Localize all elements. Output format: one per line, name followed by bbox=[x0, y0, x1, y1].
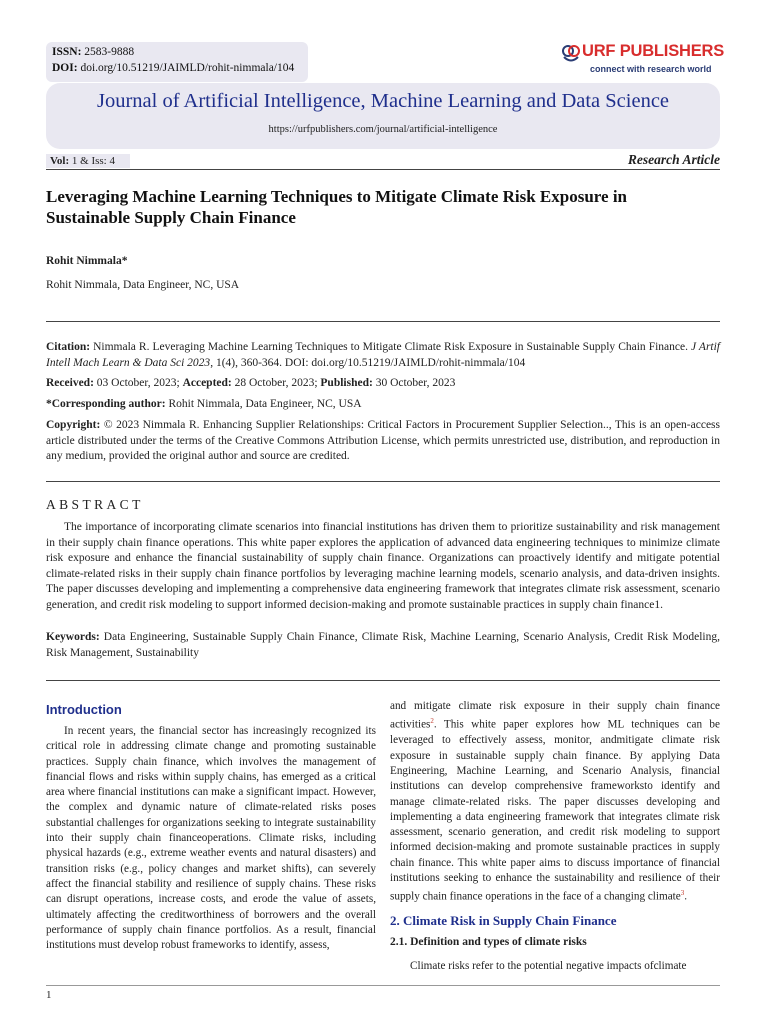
citation-journal: J Artif Intell Mach Learn & Data Sci 2023 bbox=[46, 341, 721, 369]
citation-rest: , 1(4), 360-364. DOI: doi.org/10.51219/JAIMLD/rohit-nimmala/104 bbox=[210, 356, 526, 369]
copyright-label: Copyright: bbox=[46, 419, 101, 431]
accepted-value: 28 October, 2023; bbox=[231, 377, 321, 389]
paper-title bbox=[46, 186, 726, 228]
vol-label: Vol: bbox=[50, 155, 70, 167]
right-text-a: and mitigate climate risk exposure in their supply chain finance activities bbox=[390, 700, 720, 732]
doi-line bbox=[52, 62, 294, 74]
journal-url[interactable]: https://urfpublishers.com/journal/artificial-intelligence bbox=[268, 124, 498, 135]
body-divider bbox=[46, 680, 720, 681]
right-column-paragraph bbox=[390, 699, 720, 905]
corresponding-value: Rohit Nimmala, Data Engineer, NC, USA bbox=[165, 398, 362, 410]
publisher-tagline: connect with research world bbox=[590, 64, 712, 74]
corresponding-label: *Corresponding author: bbox=[46, 398, 166, 410]
right-column-text bbox=[390, 699, 720, 905]
page-number: 1 bbox=[46, 989, 52, 1001]
dates bbox=[46, 376, 720, 392]
citation bbox=[46, 340, 720, 371]
meta-divider-top bbox=[46, 321, 720, 322]
published-label: Published: bbox=[320, 377, 373, 389]
keywords bbox=[46, 630, 720, 661]
section-2-1-heading: 2.1. Definition and types of climate risks bbox=[390, 936, 587, 948]
author-affiliation: Rohit Nimmala, Data Engineer, NC, USA bbox=[46, 279, 240, 291]
keywords-label: Keywords: bbox=[46, 631, 100, 643]
accepted-label: Accepted: bbox=[182, 377, 232, 389]
abstract-divider-top bbox=[46, 481, 720, 482]
volume-issue bbox=[46, 154, 130, 168]
vol-value: 1 & Iss: 4 bbox=[71, 155, 115, 167]
section-2-heading: 2. Climate Risk in Supply Chain Finance bbox=[390, 913, 617, 928]
author-name: Rohit Nimmala* bbox=[46, 255, 128, 267]
issn-line bbox=[52, 46, 134, 58]
copyright bbox=[46, 418, 720, 465]
doi-value[interactable]: doi.org/10.51219/JAIMLD/rohit-nimmala/104 bbox=[80, 62, 295, 74]
abstract-text: The importance of incorporating climate scenarios into financial institutions has driven them to prioritize sustainability and risk management in their supply chain finance operations. This white paper explores the application of advanced data engineering techniques to minimize climate risk exposure and enhance the financial sustainability of supply chain finance. Organizations can proactively identify and mitigate potential climate-related risks in their supply chain finance portfolios by leveraging machine learning models, scenario analysis, and data-driven insights. The paper discusses developing and implementing a comprehensive data engineering framework that integrates climate risk assessment, scenario generation, and credit risk modeling to support informed decision-making and promote sustainable practices in supply chain finance1. bbox=[46, 521, 720, 611]
introduction-paragraph: In recent years, the financial sector has increasingly recognized its critical role in addressing climate change and promoting sustainable practices. Supply chain finance, which involves the management of financial flows and risks within supply chains, has emerged as a critical area where financial institutions can make a significant impact. However, the complex and dynamic nature of climate-related risks poses substantial challenges for organizations seeking to integrate sustainability into their supply chain financeoperations. Climate risks, including physical hazards (e.g., extreme weather events and natural disasters) and transition risks (e.g., policy changes and market shifts), can severely affect the financial stability and resilience of supply chains. These risks can disrupt operations, increase costs, and erode the value of assets, ultimately affecting the creditworthiness of borrowers and the overall performance of supply chain finance portfolios. As a result, financial institutions must develop robust frameworks to identify, assess, bbox=[46, 725, 376, 952]
reference-3[interactable]: 3 bbox=[680, 889, 685, 898]
publisher-name: URF PUBLISHERS bbox=[582, 42, 725, 60]
journal-title: Journal of Artificial Intelligence, Machine Learning and Data Science bbox=[96, 90, 670, 112]
corresponding-author bbox=[46, 397, 720, 413]
reference-2[interactable]: 2 bbox=[430, 717, 434, 726]
citation-label: Citation: bbox=[46, 341, 91, 353]
published-value: 30 October, 2023 bbox=[372, 377, 456, 389]
header-divider bbox=[46, 169, 720, 170]
received-value: 03 October, 2023; bbox=[93, 377, 183, 389]
paper-title-line1: Leveraging Machine Learning Techniques to Mitigate Climate Risk Exposure in bbox=[46, 187, 628, 206]
right-text-c: . bbox=[684, 891, 688, 904]
copyright-text: © 2023 Nimmala R. Enhancing Supplier Relationships: Critical Factors in Procurement Supplier Selection.., This is an open-access article distributed under the terms of the Creative Commons Attribution License, which permits unrestricted use, distribution, and reproduction in any medium, provided the original author and source are credited. bbox=[46, 419, 720, 462]
citation-text: Nimmala R. Leveraging Machine Learning Techniques to Mitigate Climate Risk Exposure in Sustainable Supply Chain Finance. bbox=[90, 341, 691, 353]
handshake-icon bbox=[560, 42, 582, 66]
section-2-1-text: Climate risks refer to the potential negative impacts ofclimate bbox=[410, 960, 687, 972]
publisher-logo[interactable] bbox=[560, 40, 730, 80]
issn-label: ISSN: bbox=[52, 46, 82, 58]
paper-title-line2: Sustainable Supply Chain Finance bbox=[46, 208, 296, 227]
abstract-heading: ABSTRACT bbox=[46, 497, 144, 512]
doi-label: DOI: bbox=[52, 62, 78, 74]
introduction-heading: Introduction bbox=[46, 702, 122, 717]
received-label: Received: bbox=[46, 377, 94, 389]
keywords-text: Data Engineering, Sustainable Supply Chain Finance, Climate Risk, Machine Learning, Scenario Analysis, Credit Risk Modeling, Risk Management, Sustainability bbox=[46, 631, 720, 659]
footer-divider bbox=[46, 985, 720, 986]
introduction-text bbox=[46, 724, 376, 953]
article-type: Research Article bbox=[627, 152, 720, 167]
issn-value: 2583-9888 bbox=[84, 46, 135, 58]
right-text-b: . This white paper explores how ML techniques can be leveraged to effectively assess, monitor, andmitigate climate risk exposure in sustainable supply chain finance. By applying Data Engineering, Machine Learning, and Scenario Analysis, financial institutions can develop comprehensive frameworksto identify and manage climate-related risks. The paper discusses developing and implementing a data engineering framework that integrates climate risk assessment, scenario generation, and credit risk modeling to support informed decision-making and promote sustainable practices in supply chain finance. This white paper aims to discuss importance of financial institutions seeking to enhance the sustainability and resilience of their supply chain finance operations in the face of a changing climate bbox=[390, 719, 720, 904]
